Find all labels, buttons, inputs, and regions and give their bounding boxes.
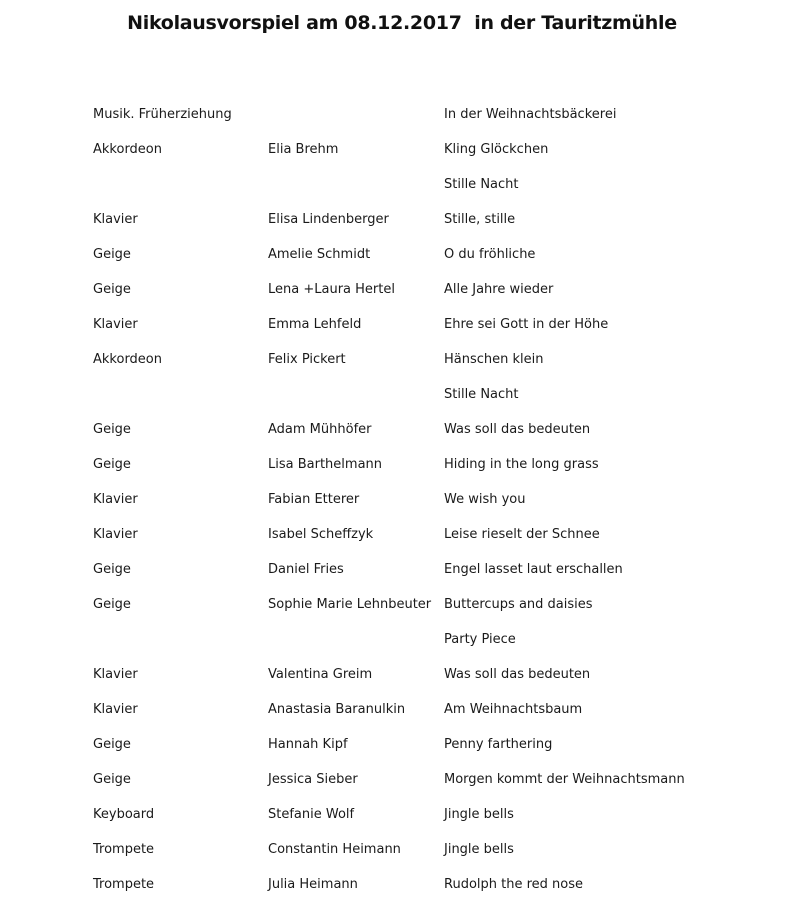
program-row	[93, 622, 744, 657]
performer-cell: Anastasia Baranulkin	[268, 702, 406, 717]
performer-cell: Constantin Heimann	[268, 842, 401, 857]
instrument-cell: Geige	[93, 247, 131, 262]
performer-cell: Daniel Fries	[268, 562, 344, 577]
piece-cell: Ehre sei Gott in der Höhe	[444, 317, 609, 332]
program-row	[93, 97, 744, 132]
program-row	[93, 867, 744, 902]
performer-cell: Jessica Sieber	[268, 772, 358, 787]
program-row	[93, 587, 744, 622]
program-row	[93, 762, 744, 797]
piece-cell: Was soll das bedeuten	[444, 422, 591, 437]
program-row	[93, 797, 744, 832]
piece-cell: We wish you	[444, 492, 526, 507]
instrument-cell: Klavier	[93, 667, 138, 682]
instrument-cell: Geige	[93, 282, 131, 297]
instrument-cell: Geige	[93, 422, 131, 437]
performer-cell: Felix Pickert	[268, 352, 346, 367]
program-row	[93, 657, 744, 692]
piece-cell: Hiding in the long grass	[444, 457, 599, 472]
piece-cell: Buttercups and daisies	[444, 597, 593, 612]
instrument-cell: Geige	[93, 737, 131, 752]
page-title: Nikolausvorspiel am 08.12.2017 in der Tauritzmühle	[127, 12, 677, 34]
performer-cell: Adam Mühhöfer	[268, 422, 372, 437]
performer-cell: Elia Brehm	[268, 142, 339, 157]
program-row	[93, 307, 744, 342]
program-row	[93, 167, 744, 202]
piece-cell: In der Weihnachtsbäckerei	[444, 107, 617, 122]
performer-cell: Lisa Barthelmann	[268, 457, 383, 472]
instrument-cell: Geige	[93, 457, 131, 472]
piece-cell: Penny farthering	[444, 737, 553, 752]
piece-cell: Alle Jahre wieder	[444, 282, 554, 297]
performer-cell: Fabian Etterer	[268, 492, 360, 507]
instrument-cell: Musik. Früherziehung	[93, 107, 232, 122]
program-row	[93, 482, 744, 517]
instrument-cell: Geige	[93, 562, 131, 577]
performer-cell: Emma Lehfeld	[268, 317, 362, 332]
program-row	[93, 202, 744, 237]
program-row	[93, 237, 744, 272]
performer-cell: Isabel Scheffzyk	[268, 527, 374, 542]
program-row	[93, 447, 744, 482]
program-row	[93, 342, 744, 377]
piece-cell: Am Weihnachtsbaum	[444, 702, 583, 717]
program-row	[93, 727, 744, 762]
instrument-cell: Klavier	[93, 527, 138, 542]
piece-cell: Kling Glöckchen	[444, 142, 549, 157]
performer-cell: Lena +Laura Hertel	[268, 282, 395, 297]
performer-cell: Hannah Kipf	[268, 737, 348, 752]
instrument-cell: Klavier	[93, 212, 138, 227]
instrument-cell: Akkordeon	[93, 352, 162, 367]
program-row	[93, 552, 744, 587]
program-row	[93, 832, 744, 867]
piece-cell: O du fröhliche	[444, 247, 536, 262]
piece-cell: Jingle bells	[444, 842, 514, 857]
program-row	[93, 692, 744, 727]
performer-cell: Elisa Lindenberger	[268, 212, 389, 227]
performer-cell: Valentina Greim	[268, 667, 373, 682]
performer-cell: Julia Heimann	[268, 877, 358, 892]
piece-cell: Stille, stille	[444, 212, 516, 227]
instrument-cell: Trompete	[93, 842, 155, 857]
instrument-cell: Geige	[93, 597, 131, 612]
program-row	[93, 272, 744, 307]
program-row	[93, 132, 744, 167]
piece-cell: Jingle bells	[444, 807, 514, 822]
performer-cell: Amelie Schmidt	[268, 247, 371, 262]
instrument-cell: Klavier	[93, 492, 138, 507]
piece-cell: Party Piece	[444, 632, 516, 647]
instrument-cell: Geige	[93, 772, 131, 787]
performer-cell: Sophie Marie Lehnbeuter	[268, 597, 432, 612]
program-row	[93, 377, 744, 412]
piece-cell: Morgen kommt der Weihnachtsmann	[444, 772, 685, 787]
piece-cell: Leise rieselt der Schnee	[444, 527, 600, 542]
piece-cell: Stille Nacht	[444, 177, 519, 192]
instrument-cell: Klavier	[93, 317, 138, 332]
instrument-cell: Akkordeon	[93, 142, 162, 157]
performer-cell: Stefanie Wolf	[268, 807, 355, 822]
program-table	[93, 97, 744, 902]
instrument-cell: Keyboard	[93, 807, 155, 822]
program-row	[93, 412, 744, 447]
piece-cell: Was soll das bedeuten	[444, 667, 591, 682]
instrument-cell: Klavier	[93, 702, 138, 717]
program-row	[93, 517, 744, 552]
piece-cell: Rudolph the red nose	[444, 877, 584, 892]
instrument-cell: Trompete	[93, 877, 155, 892]
piece-cell: Stille Nacht	[444, 387, 519, 402]
piece-cell: Hänschen klein	[444, 352, 544, 367]
piece-cell: Engel lasset laut erschallen	[444, 562, 623, 577]
